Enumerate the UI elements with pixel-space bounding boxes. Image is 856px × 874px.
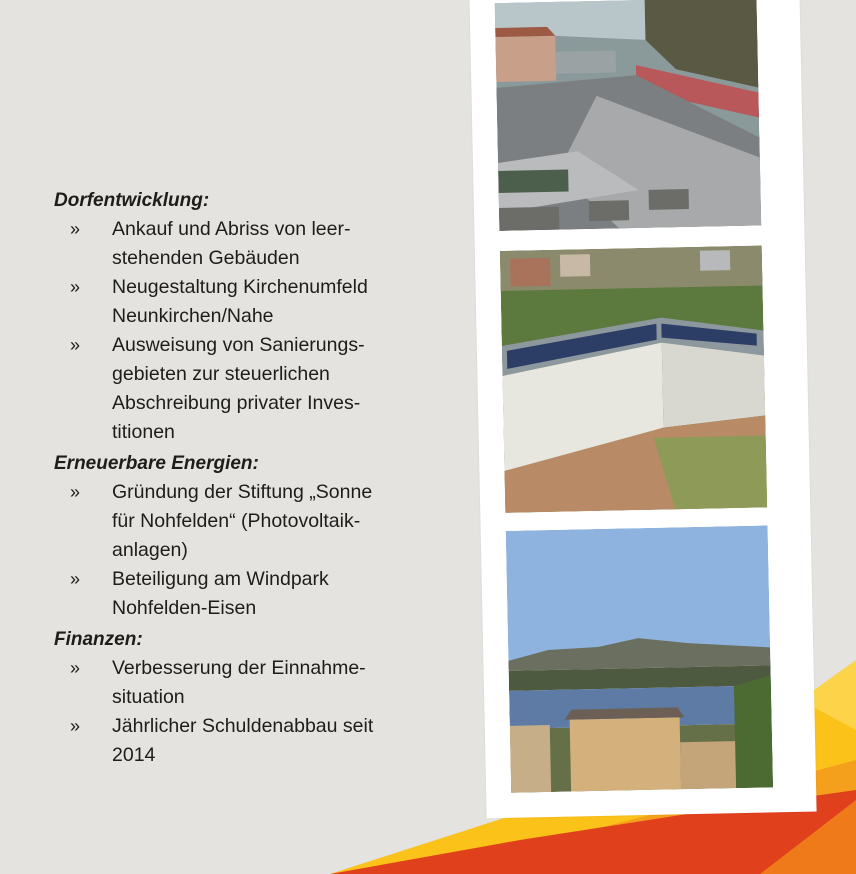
bullet-icon: » [70, 335, 81, 355]
list-item: » Ausweisung von Sanierungs- gebieten zur steuerlichen Abschreibung privater Inves- titionen [54, 331, 454, 447]
section-heading-dorfentwicklung: Dorfentwicklung: [54, 190, 210, 211]
bullet-icon: » [70, 277, 81, 297]
list-item: » Verbesserung der Einnahme- situation [54, 654, 454, 712]
list-item: » Neugestaltung Kirchenumfeld Neunkirchen/Nahe [54, 273, 454, 331]
bullet-icon: » [70, 482, 81, 502]
photo-strip [469, 0, 816, 818]
photo-solar-school-building [500, 245, 767, 512]
list-item: » Ankauf und Abriss von leer- stehenden Gebäuden [54, 215, 454, 273]
section-heading-erneuerbare-energien: Erneuerbare Energien: [54, 453, 259, 474]
photo-lake-with-houses [506, 525, 773, 792]
section-heading-finanzen: Finanzen: [54, 629, 143, 650]
bullet-icon: » [70, 569, 81, 589]
bullet-icon: » [70, 658, 81, 678]
bullet-icon: » [70, 716, 81, 736]
bullet-icon: » [70, 219, 81, 239]
photo-train-station [495, 0, 762, 231]
list-item: » Jährlicher Schuldenabbau seit 2014 [54, 712, 454, 770]
list-item: » Beteiligung am Windpark Nohfelden-Eisen [54, 565, 454, 623]
list-item: » Gründung der Stiftung „Sonne für Nohfelden“ (Photovoltaik- anlagen) [54, 478, 454, 565]
